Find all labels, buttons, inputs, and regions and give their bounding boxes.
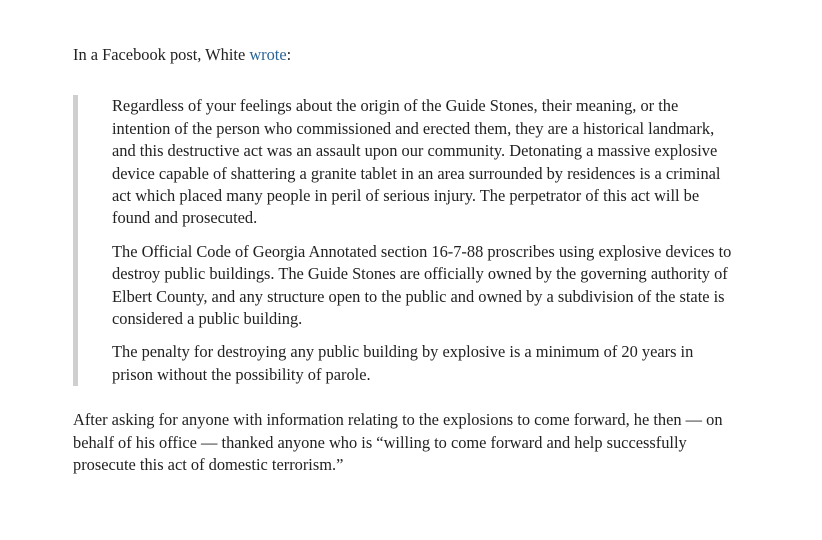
facebook-post-quote (73, 95, 733, 386)
outro-paragraph: After asking for anyone with information relating to the explosions to come forward, he then — on behalf of his office — thanked anyone who is “willing to come forward and help successfully prosecute this act of domestic terrorism.” (73, 410, 723, 475)
quote-paragraph-3: The penalty for destroying any public building by explosive is a minimum of 20 years in prison without the possibility of parole. (112, 342, 694, 384)
article-body (73, 44, 733, 477)
wrote-link[interactable]: wrote (249, 45, 287, 64)
intro-text: In a Facebook post, White (73, 45, 250, 64)
intro-paragraph (73, 44, 733, 66)
quote-paragraph-1: Regardless of your feelings about the origin of the Guide Stones, their meaning, or the intention of the person who commissioned and erected them, they are a historical landmark, and this destructive act was an assault upon our community. Detonating a massive explosive device capable of shattering a granite tablet in an area surrounded by residences is a criminal act which placed many people in peril of serious injury. The perpetrator of this act will be found and prosecuted. (112, 96, 721, 228)
intro-colon: : (286, 45, 292, 64)
quote-paragraph-2: The Official Code of Georgia Annotated section 16-7-88 proscribes using explosive devices to destroy public buildings. The Guide Stones are officially owned by the governing authority of Elbert County, and any structure open to the public and owned by a subdivision of the state is considered a public building. (112, 241, 732, 329)
